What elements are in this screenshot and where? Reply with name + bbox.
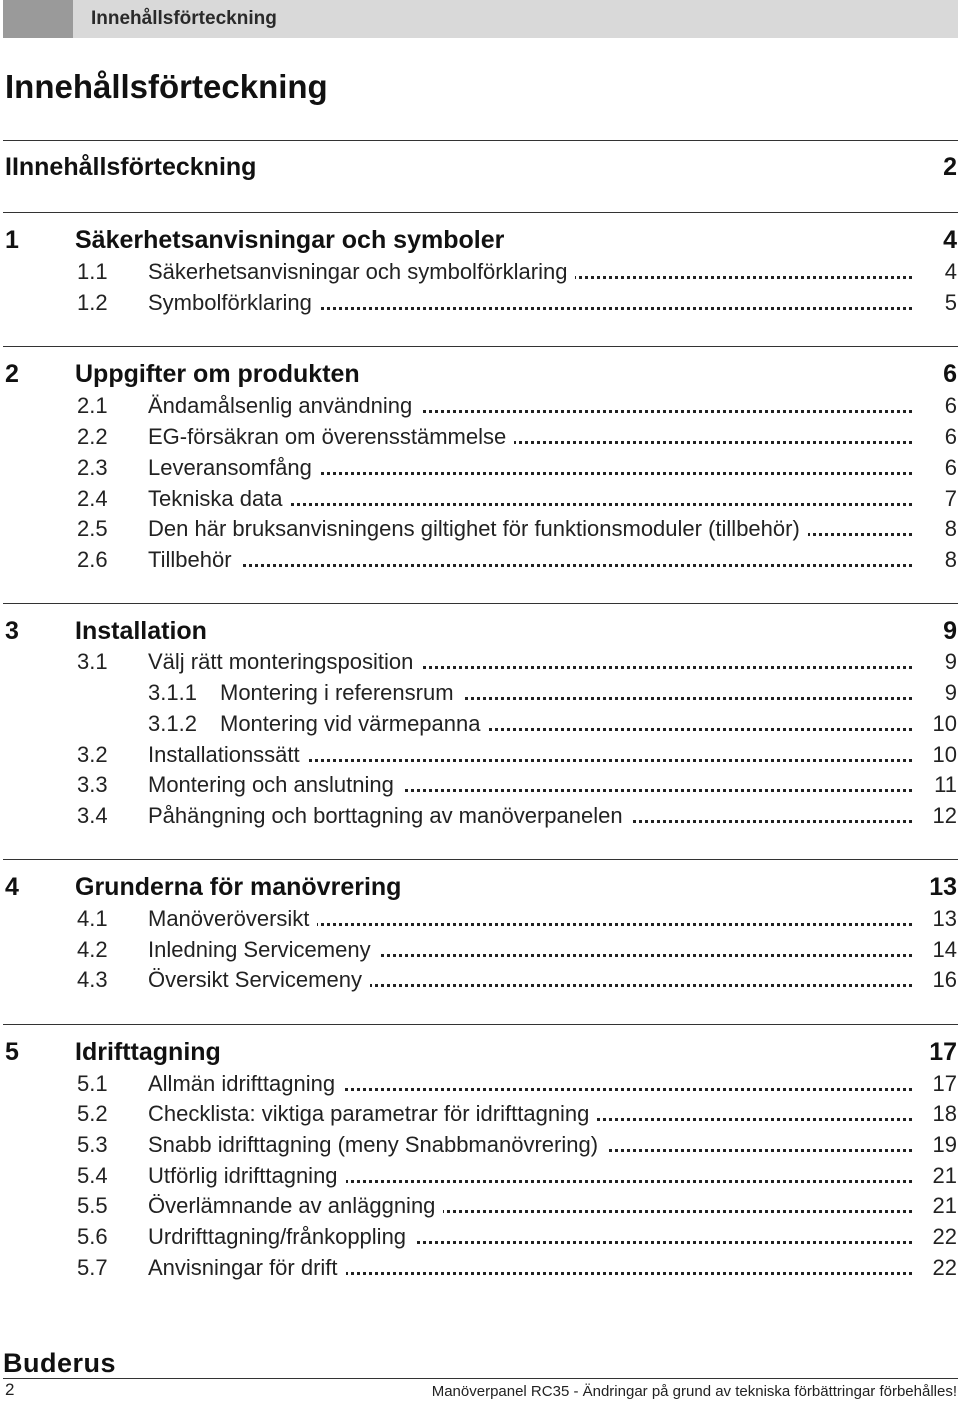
toc-item-page: 21 (932, 1163, 957, 1188)
toc-item-label: Tekniska data (148, 486, 291, 511)
toc-item-title (148, 906, 912, 932)
toc-section-title: Uppgifter om produkten (75, 360, 360, 388)
toc-item[interactable] (0, 649, 960, 679)
toc-item-page: 21 (932, 1193, 957, 1218)
toc-item-title (148, 1193, 912, 1219)
toc-item-page: 9 (944, 680, 957, 705)
toc-item-title (148, 516, 912, 542)
toc-item[interactable] (0, 680, 960, 710)
toc-item[interactable] (0, 1132, 960, 1162)
toc-item-title (148, 547, 912, 573)
toc-item[interactable] (0, 772, 960, 802)
toc-item-label: Säkerhetsanvisningar och symbolförklaring (148, 259, 575, 284)
footer-page-number: 2 (5, 1380, 15, 1399)
toc-item-page: 8 (944, 547, 957, 572)
toc-item-title (220, 680, 912, 706)
page-title: Innehållsförteckning (5, 68, 328, 105)
toc-item-title (148, 1071, 912, 1097)
toc-item-label: Översikt Servicemeny (148, 967, 370, 992)
toc-item[interactable] (0, 393, 960, 423)
toc-item-number: 3.1 (77, 649, 108, 674)
toc-item-page: 10 (932, 711, 957, 736)
toc-item-number: 1.1 (77, 259, 108, 284)
toc-section[interactable] (0, 1038, 960, 1068)
toc-item-number: 5.3 (77, 1132, 108, 1157)
toc-item-page: 12 (932, 803, 957, 828)
toc-section-page: 9 (943, 617, 957, 645)
toc-item-number: 3.1.2 (148, 711, 197, 736)
toc-item-number: 1.2 (77, 290, 108, 315)
toc-item-title (148, 772, 912, 798)
toc-item-label: Montering i referensrum (220, 680, 462, 705)
toc-item-label: Installationssätt (148, 742, 308, 767)
toc-entry-label: IInnehållsförteckning (5, 153, 257, 181)
toc-item-label: Överlämnande av anläggning (148, 1193, 443, 1218)
toc-item-title (220, 711, 912, 737)
toc-section-number: 4 (5, 873, 19, 901)
toc-section-page: 13 (929, 873, 957, 901)
toc-item[interactable] (0, 937, 960, 967)
footer-divider (3, 1378, 958, 1379)
toc-item-label: Montering vid värmepanna (220, 711, 488, 736)
toc-entry-page: 2 (943, 153, 957, 181)
header-bar (3, 0, 958, 38)
toc-item-label: Checklista: viktiga parametrar för idrifttagning (148, 1101, 597, 1126)
toc-item-page: 13 (932, 906, 957, 931)
toc-item-page: 5 (944, 290, 957, 315)
toc-item[interactable] (0, 1101, 960, 1131)
toc-item-page: 22 (932, 1255, 957, 1280)
toc-item-title (148, 290, 912, 316)
toc-item-label: Utförlig idrifttagning (148, 1163, 346, 1188)
toc-item-title (148, 1255, 912, 1281)
toc-item[interactable] (0, 711, 960, 741)
toc-section-number: 5 (5, 1038, 19, 1066)
toc-section-number: 2 (5, 360, 19, 388)
footer-note: Manöverpanel RC35 - Ändringar på grund av tekniska förbättringar förbehålles! (431, 1383, 957, 1400)
toc-item[interactable] (0, 1255, 960, 1285)
toc-item-page: 18 (932, 1101, 957, 1126)
toc-section-page: 4 (943, 226, 957, 254)
toc-section[interactable] (0, 226, 960, 256)
toc-section-title: Säkerhetsanvisningar och symboler (75, 226, 505, 254)
toc-item-number: 2.3 (77, 455, 108, 480)
divider (3, 859, 958, 860)
toc-item-page: 10 (932, 742, 957, 767)
toc-item-label: EG-försäkran om överensstämmelse (148, 424, 514, 449)
toc-item-title (148, 1224, 912, 1250)
toc-item-label: Tillbehör (148, 547, 240, 572)
toc-item[interactable] (0, 547, 960, 577)
toc-section[interactable] (0, 617, 960, 647)
toc-item[interactable] (0, 486, 960, 516)
toc-item-label: Ändamålsenlig användning (148, 393, 420, 418)
toc-item-label: Inledning Servicemeny (148, 937, 379, 962)
toc-item-page: 22 (932, 1224, 957, 1249)
toc-item-number: 3.3 (77, 772, 108, 797)
toc-item-title (148, 742, 912, 768)
toc-item[interactable] (0, 1224, 960, 1254)
toc-item-label: Allmän idrifttagning (148, 1071, 343, 1096)
toc-item-label: Symbolförklaring (148, 290, 320, 315)
toc-item[interactable] (0, 803, 960, 833)
toc-item-page: 6 (944, 455, 957, 480)
toc-item[interactable] (0, 516, 960, 546)
toc-section-title: Grunderna för manövrering (75, 873, 402, 901)
toc-item-title (148, 649, 912, 675)
toc-item-number: 4.3 (77, 967, 108, 992)
toc-section[interactable] (0, 873, 960, 903)
toc-item-number: 2.6 (77, 547, 108, 572)
toc-item-page: 4 (944, 259, 957, 284)
toc-item[interactable] (0, 742, 960, 772)
toc-item-title (148, 259, 912, 285)
toc-item-title (148, 967, 912, 993)
toc-item[interactable] (0, 424, 960, 454)
toc-item[interactable] (0, 455, 960, 485)
toc-item-title (148, 455, 912, 481)
toc-item-number: 2.2 (77, 424, 108, 449)
toc-item-number: 5.5 (77, 1193, 108, 1218)
toc-item-label: Påhängning och borttagning av manöverpanelen (148, 803, 631, 828)
toc-item-label: Montering och anslutning (148, 772, 402, 797)
toc-item-number: 4.2 (77, 937, 108, 962)
toc-item[interactable] (0, 1071, 960, 1101)
divider (3, 140, 958, 141)
toc-item-page: 17 (932, 1071, 957, 1096)
toc-item[interactable] (0, 906, 960, 936)
toc-item-label: Leveransomfång (148, 455, 320, 480)
toc-item-label: Välj rätt monteringsposition (148, 649, 421, 674)
toc-item-label: Manöveröversikt (148, 906, 317, 931)
toc-item-page: 6 (944, 393, 957, 418)
toc-item-number: 5.1 (77, 1071, 108, 1096)
toc-item-number: 5.7 (77, 1255, 108, 1280)
toc-section-page: 17 (929, 1038, 957, 1066)
toc-item-number: 2.4 (77, 486, 108, 511)
toc-item[interactable] (0, 290, 960, 320)
toc-item-number: 2.5 (77, 516, 108, 541)
toc-item-page: 19 (932, 1132, 957, 1157)
toc-section-number: 1 (5, 226, 19, 254)
toc-item[interactable] (0, 967, 960, 997)
toc-section-number: 3 (5, 617, 19, 645)
toc-item-title (148, 424, 912, 450)
toc-item-label: Den här bruksanvisningens giltighet för funktionsmoduler (tillbehör) (148, 516, 808, 541)
toc-item-title (148, 1163, 912, 1189)
toc-item-page: 6 (944, 424, 957, 449)
header-title: Innehållsförteckning (91, 8, 277, 29)
toc-item-title (148, 393, 912, 419)
toc-section-page: 6 (943, 360, 957, 388)
toc-item-number: 4.1 (77, 906, 108, 931)
toc-item[interactable] (0, 259, 960, 289)
toc-item-title (148, 1101, 912, 1127)
toc-item-page: 8 (944, 516, 957, 541)
toc-item[interactable] (0, 1193, 960, 1223)
toc-section-title: Idrifttagning (75, 1038, 221, 1066)
toc-item-number: 3.2 (77, 742, 108, 767)
buderus-logo: Buderus (3, 1348, 117, 1378)
toc-item-label: Anvisningar för drift (148, 1255, 346, 1280)
toc-item-page: 7 (944, 486, 957, 511)
toc-item-page: 9 (944, 649, 957, 674)
toc-item-number: 5.4 (77, 1163, 108, 1188)
toc-section-title: Installation (75, 617, 207, 645)
toc-item-number: 5.2 (77, 1101, 108, 1126)
toc-item-label: Urdrifttagning/frånkoppling (148, 1224, 414, 1249)
toc-item-page: 16 (932, 967, 957, 992)
toc-item-number: 5.6 (77, 1224, 108, 1249)
toc-item-page: 14 (932, 937, 957, 962)
header-block (3, 0, 73, 38)
toc-item[interactable] (0, 1163, 960, 1193)
toc-item-number: 3.4 (77, 803, 108, 828)
toc-section[interactable] (0, 360, 960, 390)
toc-item-title (148, 1132, 912, 1158)
toc-item-label: Snabb idrifttagning (meny Snabbmanövrering) (148, 1132, 606, 1157)
toc-item-number: 3.1.1 (148, 680, 197, 705)
toc-item-title (148, 486, 912, 512)
toc-title-entry[interactable] (0, 153, 960, 183)
divider (3, 603, 958, 604)
toc-item-number: 2.1 (77, 393, 108, 418)
divider (3, 1024, 958, 1025)
toc-item-title (148, 803, 912, 829)
divider (3, 346, 958, 347)
toc-item-page: 11 (934, 772, 957, 797)
divider (3, 212, 958, 213)
toc-item-title (148, 937, 912, 963)
dot-leader (148, 564, 912, 567)
